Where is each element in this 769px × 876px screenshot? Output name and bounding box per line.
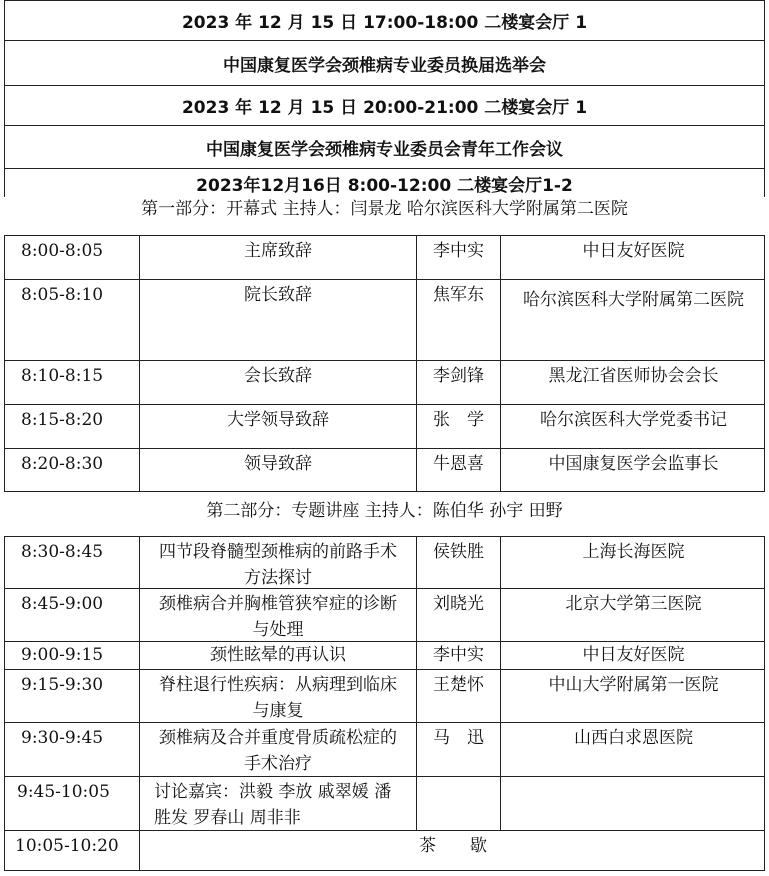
table-row	[4, 360, 765, 404]
session-header-2-text: 2023 年 12 月 15 日 20:00-21:00 二楼宴会厅 1	[181, 98, 588, 118]
row-topic: 主席致辞	[139, 236, 416, 279]
row-speaker: 侯铁胜	[416, 537, 500, 588]
row-topic: 会长致辞	[139, 361, 416, 404]
row-speaker: 李中实	[416, 642, 500, 669]
row-topic: 颈椎病及合并重度骨质疏松症的手术治疗	[139, 723, 416, 776]
row-org: 中日友好医院	[500, 642, 766, 669]
row-topic: 颈性眩晕的再认识	[139, 642, 416, 669]
break-row	[4, 830, 765, 871]
table-row	[4, 404, 765, 448]
table-row	[4, 669, 765, 722]
row-speaker: 焦军东	[416, 280, 500, 360]
row-topic: 讨论嘉宾：洪毅 李放 戚翠媛 潘胜发 罗春山 周非非	[139, 777, 416, 830]
row-speaker: 刘晓光	[416, 589, 500, 641]
row-org: 山西白求恩医院	[500, 723, 766, 776]
row-speaker: 李剑锋	[416, 361, 500, 404]
row-time: 9:45-10:05	[17, 782, 110, 802]
row-speaker: 张 学	[416, 405, 500, 448]
row-org: 上海长海医院	[500, 537, 766, 588]
row-speaker: 马 迅	[416, 723, 500, 776]
session-title-2	[4, 126, 765, 169]
row-org: 中国康复医学会监事长	[500, 449, 766, 491]
row-topic: 脊柱退行性疾病：从病理到临床与康复	[139, 670, 416, 722]
row-org	[500, 777, 766, 830]
row-topic: 四节段脊髓型颈椎病的前路手术方法探讨	[139, 537, 416, 588]
row-topic: 院长致辞	[139, 280, 416, 360]
part1-title	[4, 197, 765, 235]
row-org: 中日友好医院	[500, 236, 766, 279]
row-time: 8:30-8:45	[21, 542, 104, 562]
table-row	[4, 722, 765, 776]
table-row	[4, 448, 765, 492]
table-row	[4, 235, 765, 279]
row-time: 8:45-9:00	[21, 594, 104, 614]
row-time: 8:00-8:05	[21, 241, 104, 261]
row-org: 北京大学第三医院	[500, 589, 766, 641]
row-speaker	[416, 777, 500, 830]
session-title-2-text: 中国康复医学会颈椎病专业委员会青年工作会议	[206, 139, 563, 160]
row-time: 9:15-9:30	[21, 675, 104, 695]
row-topic: 颈椎病合并胸椎管狭窄症的诊断与处理	[139, 589, 416, 641]
row-time: 9:30-9:45	[21, 728, 104, 748]
row-speaker: 牛恩喜	[416, 449, 500, 491]
break-label: 茶 歇	[139, 831, 766, 870]
table-row	[4, 776, 765, 830]
row-time: 8:10-8:15	[21, 366, 104, 386]
row-org: 哈尔滨医科大学党委书记	[500, 405, 766, 448]
part2-title	[4, 492, 765, 536]
session-title-1	[4, 41, 765, 86]
part1-title-text: 第一部分：开幕式 主持人：闫景龙 哈尔滨医科大学附属第二医院	[141, 198, 628, 219]
row-time: 8:05-8:10	[21, 285, 104, 305]
table-row	[4, 641, 765, 669]
break-time: 10:05-10:20	[15, 836, 119, 856]
row-org: 哈尔滨医科大学附属第二医院	[500, 280, 766, 360]
row-speaker: 李中实	[416, 236, 500, 279]
session-header-1	[4, 0, 765, 41]
part2-title-text: 第二部分：专题讲座 主持人：陈伯华 孙宇 田野	[206, 500, 563, 521]
table-row	[4, 588, 765, 641]
session-header-3-text: 2023年12月16日 8:00-12:00 二楼宴会厅1-2	[196, 175, 573, 196]
session-header-1-text: 2023 年 12 月 15 日 17:00-18:00 二楼宴会厅 1	[181, 13, 588, 33]
row-topic: 领导致辞	[139, 449, 416, 491]
row-time: 8:15-8:20	[21, 410, 104, 430]
row-org: 中山大学附属第一医院	[500, 670, 766, 722]
session-header-2	[4, 86, 765, 126]
row-time: 9:00-9:15	[21, 645, 104, 665]
row-speaker: 王楚怀	[416, 670, 500, 722]
row-time: 8:20-8:30	[21, 454, 104, 474]
table-row	[4, 279, 765, 360]
session-title-1-text: 中国康复医学会颈椎病专业委员换届选举会	[223, 55, 546, 76]
table-row	[4, 536, 765, 588]
row-topic: 大学领导致辞	[139, 405, 416, 448]
row-org: 黑龙江省医师协会会长	[500, 361, 766, 404]
